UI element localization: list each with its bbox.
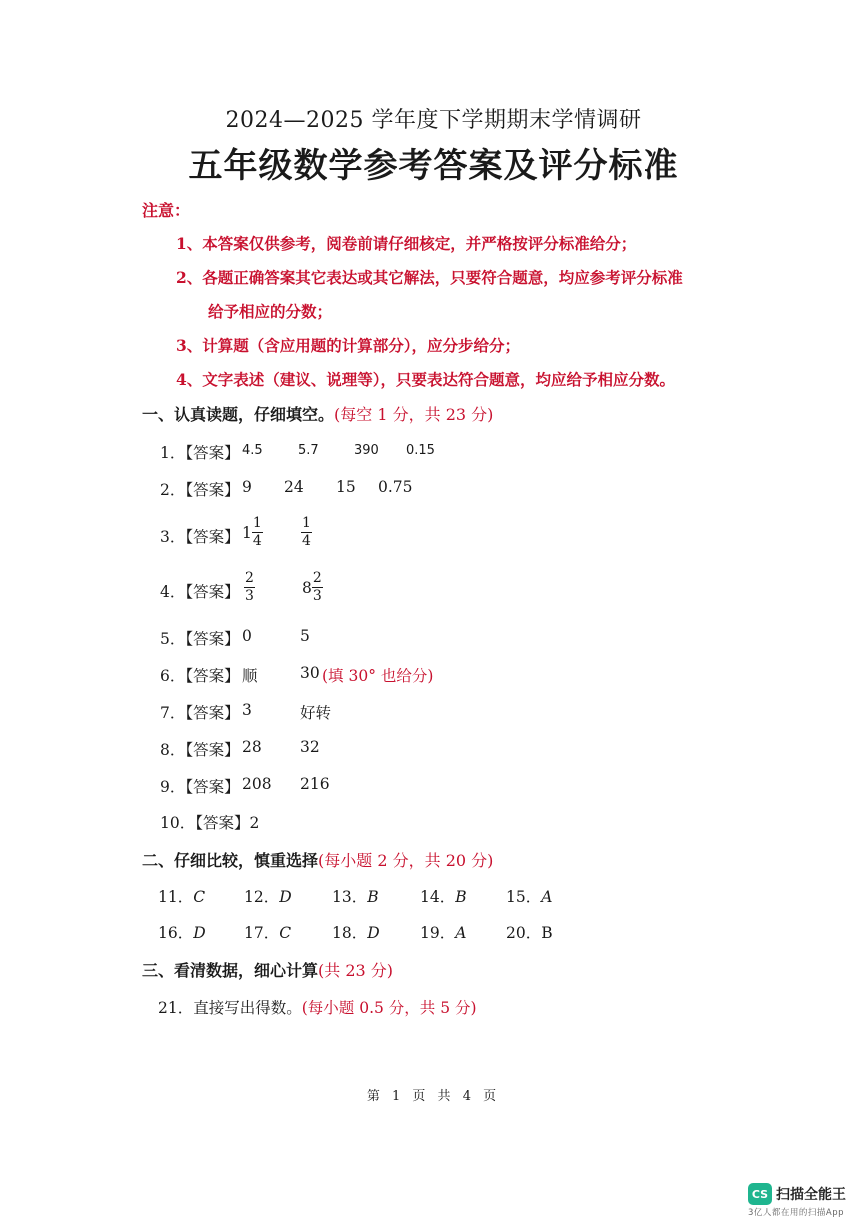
choice-item [506, 921, 553, 943]
section-3-title: 三、看清数据，细心计算 [142, 961, 319, 980]
fraction-answer [244, 570, 255, 605]
choice-answer: A [541, 888, 553, 906]
answer-value: 4.5 [242, 443, 263, 458]
choice-answer: C [279, 924, 292, 942]
numerator: 1 [252, 515, 262, 531]
exam-subtitle: 2024—2025 学年度下学期期末学情调研 [225, 108, 642, 133]
question-number: 5． [160, 630, 186, 648]
choice-item [332, 921, 380, 943]
choice-item [332, 885, 379, 907]
answer-row-10 [160, 811, 560, 833]
question-number: 3． [160, 528, 186, 546]
answer-label: 【答案】 [185, 444, 240, 462]
note-item-4: 4、文字表述（建议、说理等），只要表达符合题意，均应给予相应分数。 [176, 370, 676, 389]
note-item-1: 1、本答案仅供参考，阅卷前请仔细核定，并严格按评分标准给分； [176, 234, 637, 253]
question-number: 16． [158, 924, 194, 942]
answer-value: 30 [300, 664, 320, 682]
section-2-heading [142, 848, 493, 871]
question-number: 4． [160, 583, 186, 601]
answer-note: (填 30° 也给分) [322, 667, 434, 685]
answer-value: 24 [284, 478, 304, 496]
question-number: 13． [332, 888, 368, 906]
section-2-score: (每小题 2 分，共 20 分) [318, 851, 494, 870]
choice-item [244, 885, 292, 907]
answer-value: 0.75 [378, 478, 413, 496]
numerator: 2 [245, 570, 254, 586]
question-number: 14． [420, 888, 456, 906]
answer-row-2 [160, 478, 560, 500]
section-1-heading [142, 402, 493, 425]
answer-row-5 [160, 627, 560, 649]
answer-row-8 [160, 738, 560, 760]
denominator: 4 [252, 533, 262, 549]
answer-value: 2 [249, 814, 260, 832]
answer-value: 3 [242, 701, 252, 719]
question-number-group [160, 525, 240, 547]
answer-value: 28 [242, 738, 262, 756]
answer-row-9 [160, 775, 560, 797]
choice-answer: B [455, 888, 467, 906]
choice-item [420, 921, 466, 943]
answer-value: 216 [300, 775, 330, 793]
choice-answer: B [541, 924, 553, 942]
question-21-score: (每小题 0.5 分，共 5 分) [301, 999, 477, 1017]
section-1-score: (每空 1 分，共 23 分) [334, 405, 494, 424]
question-number: 12． [244, 888, 280, 906]
section-2-title: 二、仔细比较，慎重选择 [142, 851, 319, 870]
answer-value: 5 [300, 627, 310, 645]
fraction [244, 570, 255, 605]
numerator: 1 [302, 515, 311, 531]
note-item-3: 3、计算题（含应用题的计算部分），应分步给分； [176, 336, 521, 355]
section-1-title: 一、认真读题，仔细填空。 [142, 405, 335, 424]
answer-row-1 [160, 441, 560, 463]
choice-item [420, 885, 467, 907]
choice-answer: A [455, 924, 467, 942]
numerator: 2 [312, 570, 322, 586]
choice-answer: C [193, 888, 206, 906]
watermark-app-name: 扫描全能王 [776, 1187, 846, 1203]
answer-label: 【答案】 [185, 667, 240, 685]
choice-item [158, 921, 206, 943]
choice-row-1 [158, 885, 578, 907]
answer-row-6 [160, 664, 560, 686]
page-title: 五年级数学参考答案及评分标准 [188, 146, 679, 186]
mixed-fraction-answer [242, 515, 263, 550]
choice-row-2 [158, 921, 578, 943]
question-number: 9． [160, 778, 186, 796]
section-3-score: (共 23 分) [318, 961, 394, 980]
notes-heading: 注意： [142, 201, 191, 220]
question-21-text: 21．直接写出得数。 [158, 999, 302, 1017]
mixed-fraction-answer [302, 570, 323, 605]
choice-item [506, 885, 552, 907]
question-number: 1． [160, 444, 186, 462]
question-number: 2． [160, 481, 186, 499]
answer-label: 【答案】 [185, 583, 240, 601]
answer-row-3 [160, 515, 560, 555]
answer-label: 【答案】 [185, 778, 240, 796]
question-number: 11． [158, 888, 194, 906]
question-number: 18． [332, 924, 368, 942]
choice-item [244, 921, 291, 943]
note-item-2-cont: 给予相应的分数； [208, 302, 333, 321]
whole-part: 1 [242, 523, 252, 542]
answer-label: 【答案】 [195, 814, 250, 832]
answer-value: 208 [242, 775, 272, 793]
watermark-tagline: 3亿人都在用的扫描App [748, 1208, 845, 1218]
answer-value: 0.15 [406, 443, 435, 458]
answer-value: 15 [336, 478, 356, 496]
section-3-heading [142, 958, 393, 981]
answer-label: 【答案】 [185, 704, 240, 722]
note-item-2: 2、各题正确答案其它表达或其它解法，只要符合题意，均应参考评分标准 [176, 268, 683, 287]
camscanner-logo-icon: CS [748, 1183, 772, 1205]
choice-answer: D [279, 888, 292, 906]
denominator: 3 [245, 588, 254, 604]
question-number: 10． [160, 814, 196, 832]
fraction [301, 515, 312, 550]
denominator: 4 [302, 533, 311, 549]
fraction [312, 570, 323, 605]
question-number: 15． [506, 888, 542, 906]
answer-label: 【答案】 [185, 741, 240, 759]
whole-part: 8 [302, 578, 312, 597]
answer-label: 【答案】 [185, 630, 240, 648]
choice-answer: D [367, 924, 380, 942]
question-number: 17． [244, 924, 280, 942]
fraction-answer [301, 515, 312, 550]
answer-row-7 [160, 701, 560, 723]
answer-label: 【答案】 [185, 528, 240, 546]
choice-answer: D [193, 924, 206, 942]
answer-label: 【答案】 [185, 481, 240, 499]
question-number: 6． [160, 667, 186, 685]
question-21 [158, 996, 477, 1018]
question-number: 19． [420, 924, 456, 942]
choice-answer: B [367, 888, 379, 906]
answer-value: 0 [242, 627, 252, 645]
page-number: 第 1 页 共 4 页 [366, 1089, 501, 1104]
answer-value: 390 [354, 443, 379, 458]
question-number-group [160, 580, 240, 602]
fraction [252, 515, 263, 550]
answer-value: 好转 [300, 704, 332, 722]
denominator: 3 [312, 588, 322, 604]
question-number: 20． [506, 924, 542, 942]
question-number: 8． [160, 741, 186, 759]
choice-item [158, 885, 205, 907]
answer-row-4 [160, 570, 560, 610]
answer-value: 9 [242, 478, 252, 496]
answer-value: 5.7 [298, 443, 319, 458]
answer-value: 顺 [242, 667, 258, 685]
question-number: 7． [160, 704, 186, 722]
answer-value: 32 [300, 738, 320, 756]
